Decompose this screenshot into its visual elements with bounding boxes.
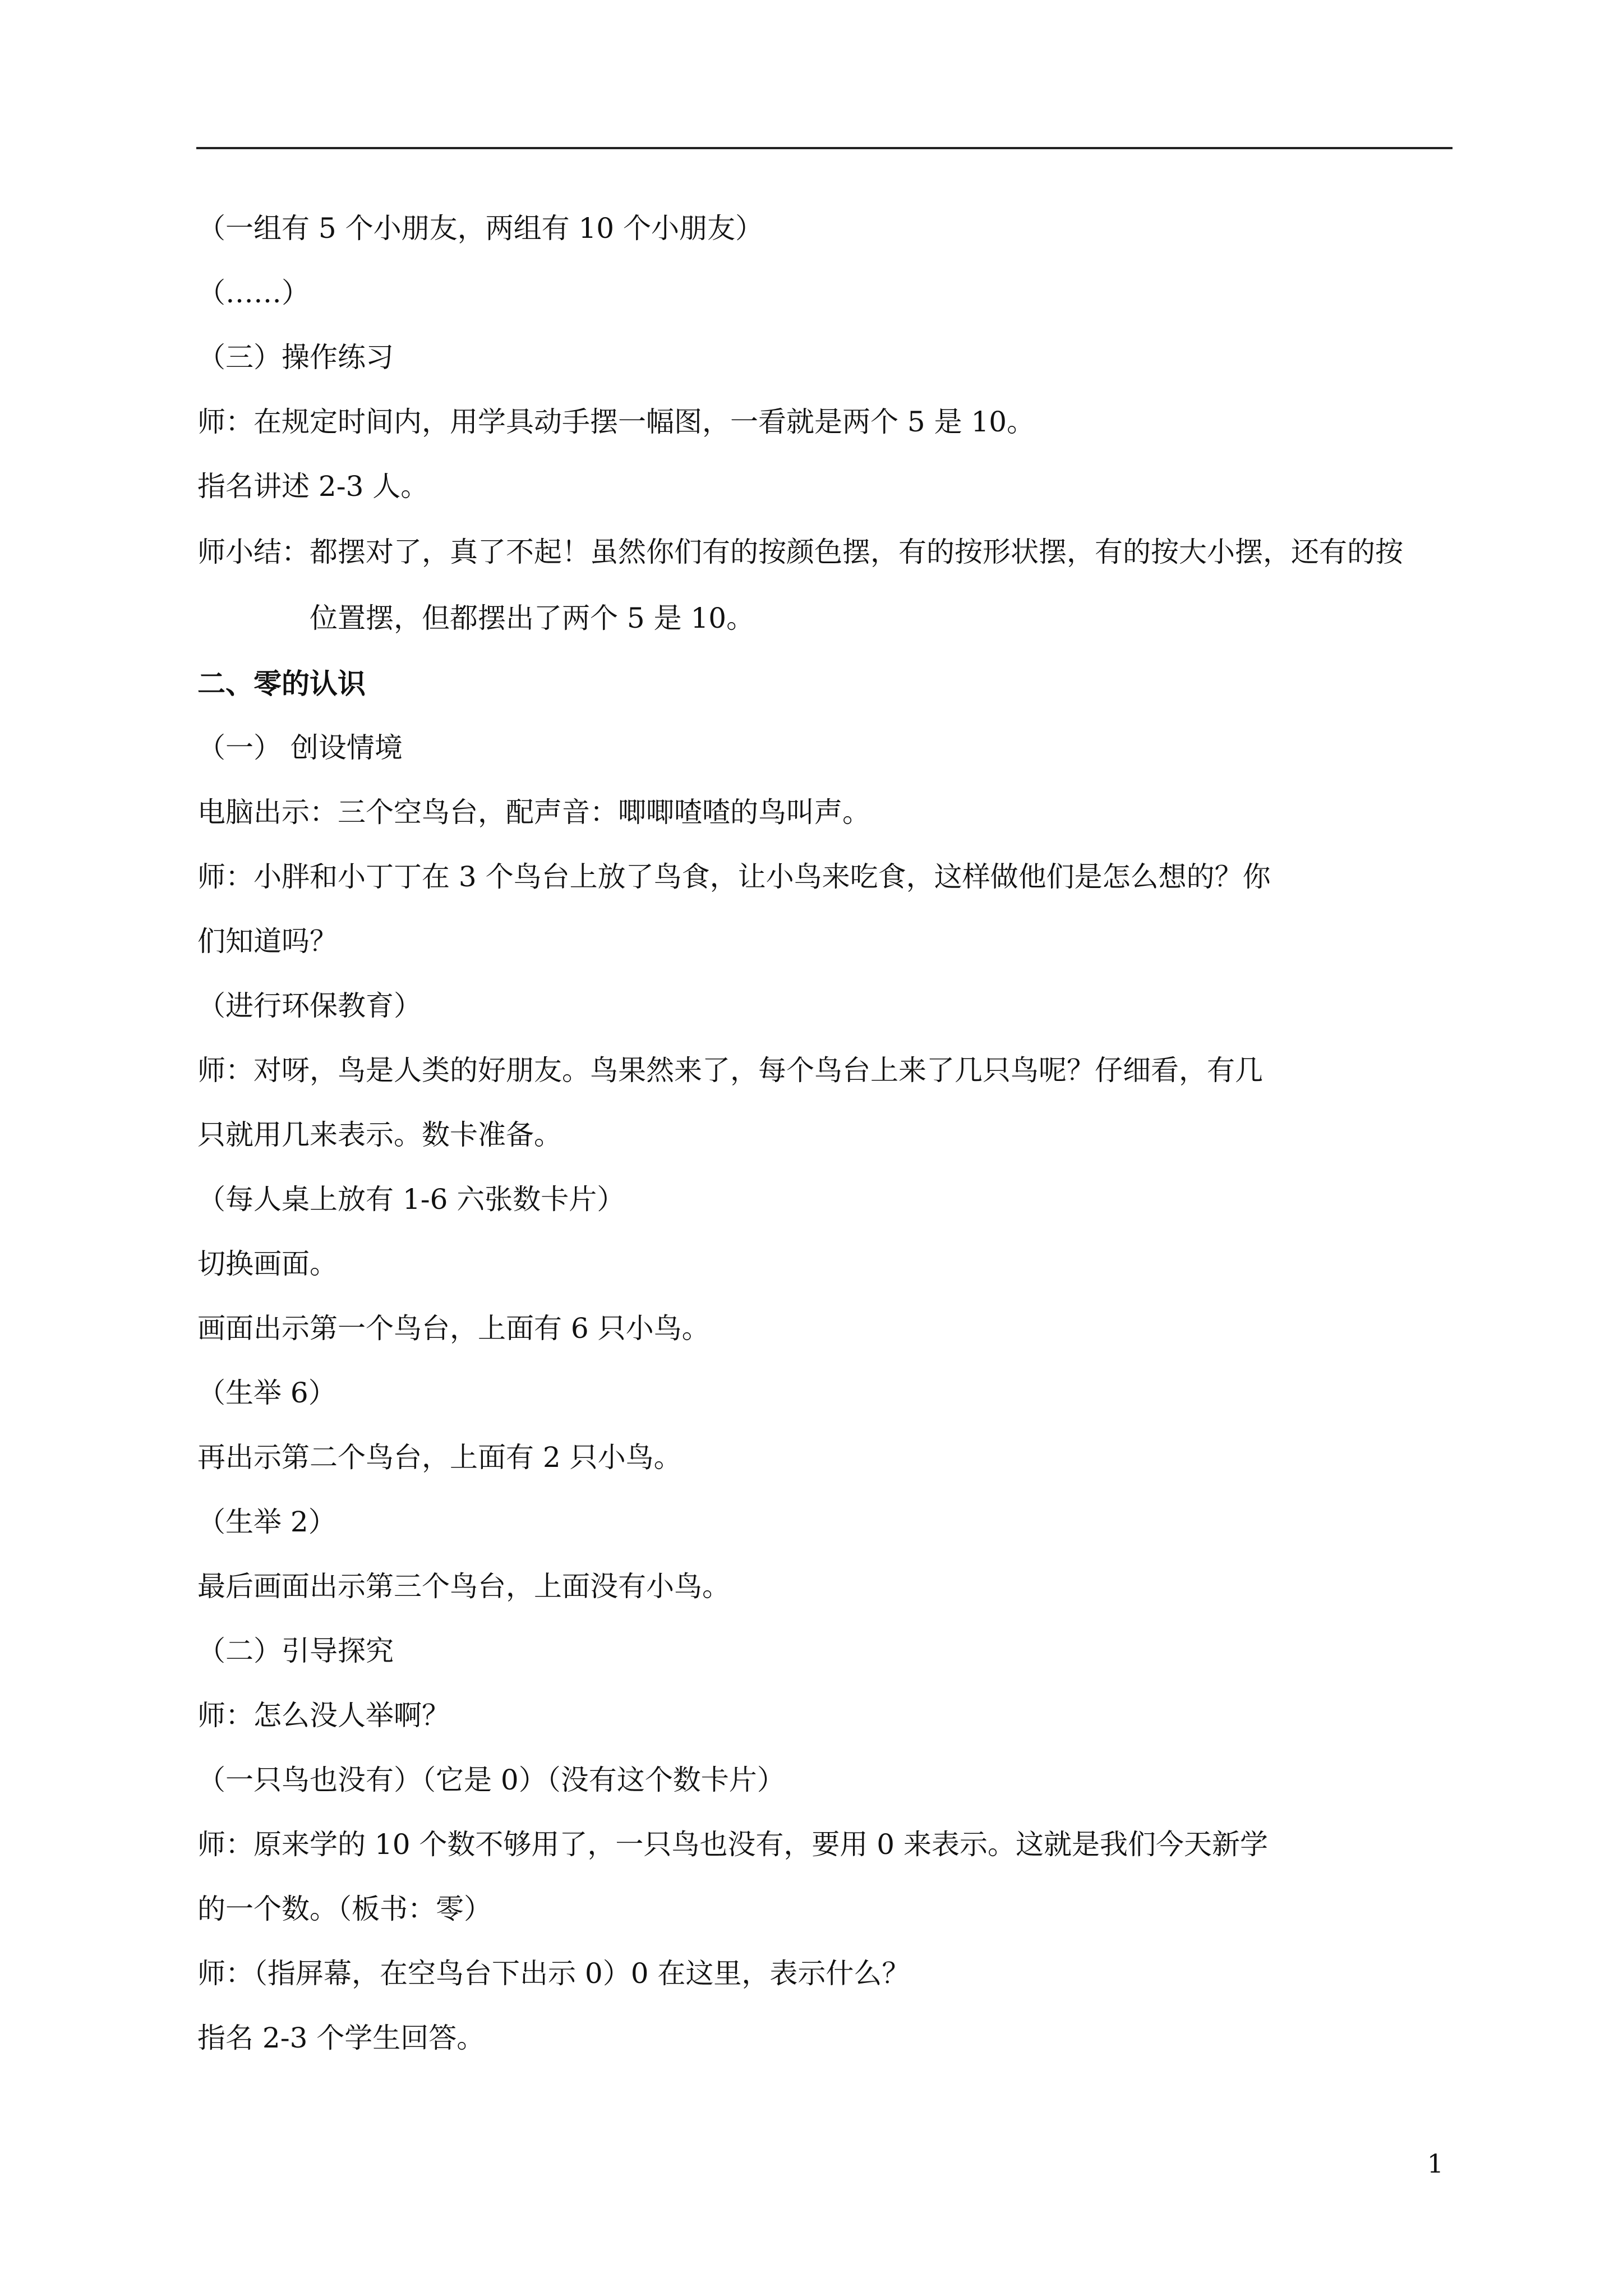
teacher-summary: [197, 519, 1454, 651]
subsection-heading: （二）引导探究: [197, 1635, 394, 1667]
text-line: 师：怎么没人举啊？: [197, 1699, 450, 1732]
text-line: 师：原来学的 10 个数不够用了，一只鸟也没有，要用 0 来表示。这就是我们今天新学: [197, 1828, 1269, 1861]
text-line: 师：小胖和小丁丁在 3 个鸟台上放了鸟食，让小鸟来吃食，这样做他们是怎么想的？你: [197, 861, 1271, 893]
text-line: （生举 6）: [197, 1377, 336, 1409]
text-line: （生举 2）: [197, 1506, 336, 1538]
text-line: （每人桌上放有 1-6 六张数卡片）: [197, 1183, 625, 1216]
subsection-heading: （一） 创设情境: [197, 731, 403, 764]
text-line: 师：（指屏幕，在空鸟台下出示 0）0 在这里，表示什么？: [197, 1957, 910, 1990]
text-line: 再出示第二个鸟台，上面有 2 只小鸟。: [197, 1441, 682, 1474]
page-number: 1: [1427, 2148, 1444, 2179]
text-line: （……）: [197, 277, 310, 309]
text-line: 画面出示第一个鸟台，上面有 6 只小鸟。: [197, 1312, 710, 1345]
document-body: [197, 196, 1454, 2070]
text-line: （一只鸟也没有）（它是 0）（没有这个数卡片）: [197, 1764, 785, 1796]
text-line: 指名 2-3 个学生回答。: [197, 2022, 485, 2054]
text-line: （一组有 5 个小朋友，两组有 10 个小朋友）: [197, 212, 764, 245]
section-title: 二、零的认识: [197, 667, 366, 700]
text-line: （进行环保教育）: [197, 990, 422, 1022]
header-rule: [196, 147, 1453, 149]
subsection-heading: （三）操作练习: [197, 341, 394, 374]
text-line: 指名讲述 2-3 人。: [197, 470, 429, 503]
text-line: 切换画面。: [197, 1248, 338, 1280]
text-line: 师：在规定时间内，用学具动手摆一幅图，一看就是两个 5 是 10。: [197, 406, 1035, 438]
summary-text: 都摆对了，真了不起！虽然你们有的按颜色摆，有的按形状摆，有的按大小摆，还有的按位置摆，但都摆出了两个 5 是 10。: [310, 536, 1403, 634]
text-line: 只就用几来表示。数卡准备。: [197, 1119, 562, 1151]
text-line: 最后画面出示第三个鸟台，上面没有小鸟。: [197, 1570, 730, 1603]
summary-label: 师小结：: [197, 536, 310, 568]
text-line: 电脑出示：三个空鸟台，配声音：唧唧喳喳的鸟叫声。: [197, 796, 870, 829]
text-line: 的一个数。（板书：零）: [197, 1893, 492, 1925]
text-line: 师：对呀，鸟是人类的好朋友。鸟果然来了，每个鸟台上来了几只鸟呢？仔细看，有几: [197, 1054, 1263, 1087]
text-line: 们知道吗？: [197, 925, 338, 958]
